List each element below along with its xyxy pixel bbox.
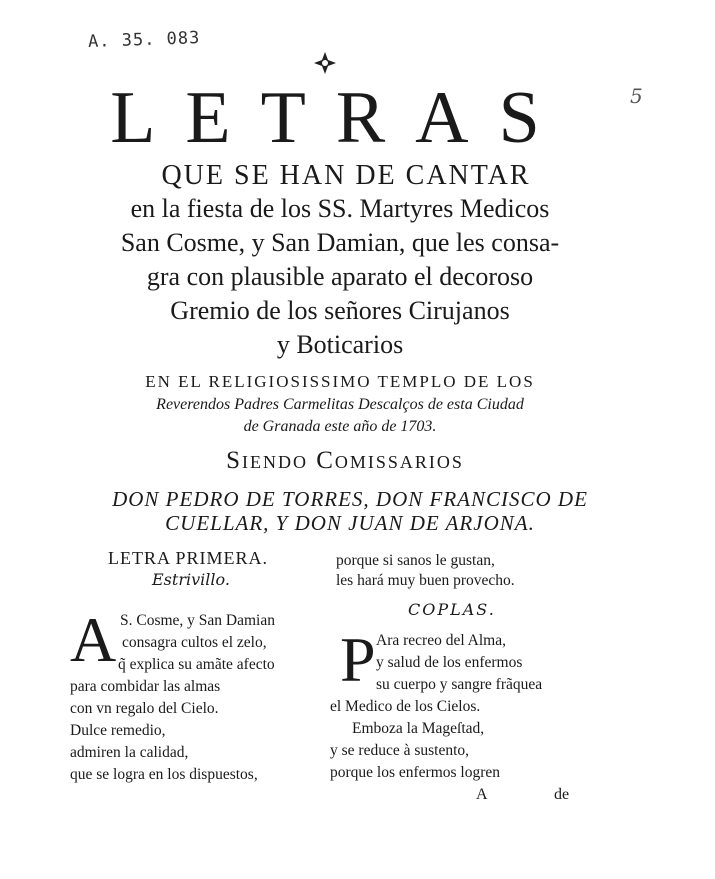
verse-line: que se logra en los dispuestos, [70, 766, 258, 783]
verse-line: porque si sanos le gustan, [336, 552, 495, 569]
verse-line: Ara recreo del Alma, [376, 632, 506, 649]
dropcap: A [70, 604, 117, 675]
names-line: DON PEDRO DE TORRES, DON FRANCISCO DE [112, 487, 588, 511]
description-line: en la fiesta de los SS. Martyres Medicos [130, 194, 550, 223]
comisarios-heading: Siendo Comissarios [226, 447, 464, 474]
coplas-heading: COPLAS. [408, 600, 496, 619]
letra-heading: LETRA PRIMERA. [108, 548, 269, 568]
cross-ornament-icon [312, 50, 338, 76]
description-line: Gremio de los señores Cirujanos [170, 296, 510, 325]
temple-sub-line: Reverendos Padres Carmelitas Descalços de esta Ciudad [156, 396, 524, 413]
verse-line: y se reduce à sustento, [330, 742, 470, 759]
catchword: de [554, 786, 570, 803]
shelfmark: A. 35. 083 [87, 28, 201, 52]
subtitle: QUE SE HAN DE CANTAR [161, 160, 531, 191]
estribillo-label: Estrivillo. [152, 570, 230, 589]
verse-line: con vn regalo del Cielo. [70, 700, 219, 717]
description-line: gra con plausible aparato el decoroso [146, 262, 534, 291]
margin-note: 5 [630, 84, 643, 108]
temple-line: EN EL RELIGIOSISSIMO TEMPLO DE LOS [145, 372, 535, 391]
page-title: LETRAS [110, 77, 570, 159]
verse-line: S. Cosme, y San Damian [120, 612, 275, 629]
verse-line: Emboza la Mageſtad, [352, 720, 485, 737]
verse-line: admiren la calidad, [70, 744, 189, 761]
verse-line: el Medico de los Cielos. [330, 698, 481, 715]
verse-line: porque los enfermos logren [330, 764, 501, 781]
verse-line: Dulce remedio, [70, 722, 166, 739]
dropcap: P [340, 624, 376, 695]
verse-line: y salud de los enfermos [376, 654, 523, 671]
description-line: San Cosme, y San Damian, que les consa- [120, 228, 560, 257]
verse-line: q̃ explica su amãte afecto [118, 656, 275, 673]
description-line: y Boticarios [276, 330, 404, 359]
signature-mark: A [476, 786, 488, 803]
verse-line: para combidar las almas [70, 678, 221, 695]
verse-line: les hará muy buen provecho. [336, 572, 515, 589]
verse-line: su cuerpo y sangre frãquea [376, 676, 543, 693]
names-line: CUELLAR, Y DON JUAN DE ARJONA. [165, 511, 535, 535]
temple-sub-line: de Granada este año de 1703. [243, 418, 437, 435]
verse-line: consagra cultos el zelo, [122, 634, 267, 651]
